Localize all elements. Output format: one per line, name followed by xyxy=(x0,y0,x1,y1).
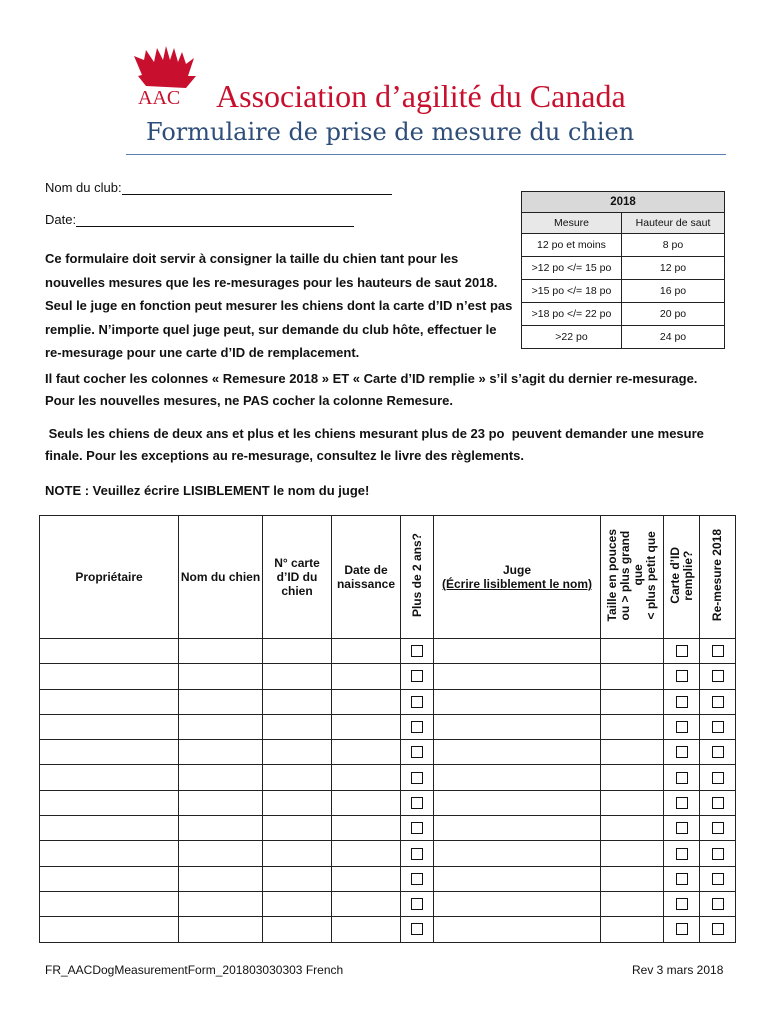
checkbox[interactable] xyxy=(712,797,724,809)
entry-cell[interactable] xyxy=(263,740,332,765)
entry-cell[interactable] xyxy=(601,765,664,790)
checkbox[interactable] xyxy=(676,923,688,935)
checkbox[interactable] xyxy=(411,670,423,682)
entry-cell[interactable] xyxy=(601,639,664,664)
entry-cell[interactable] xyxy=(179,689,263,714)
entry-cell[interactable] xyxy=(40,816,179,841)
checkbox-cell[interactable] xyxy=(700,740,736,765)
entry-cell[interactable] xyxy=(40,765,179,790)
club-field[interactable] xyxy=(45,180,392,195)
entry-cell[interactable] xyxy=(601,689,664,714)
table-row xyxy=(40,639,736,664)
entry-cell[interactable] xyxy=(434,714,601,739)
height-table-row xyxy=(522,234,725,257)
date-label: Date: xyxy=(45,212,77,227)
footer-revision: Rev 3 mars 2018 xyxy=(632,963,724,977)
checkbox-cell[interactable] xyxy=(401,917,434,942)
checkbox[interactable] xyxy=(411,772,423,784)
entry-cell[interactable] xyxy=(332,891,401,916)
checkbox-cell[interactable] xyxy=(401,639,434,664)
size-header xyxy=(601,516,664,639)
measure-cell: 12 po et moins xyxy=(522,234,622,257)
intro-paragraph xyxy=(45,247,525,365)
checkbox-cell[interactable] xyxy=(664,790,700,815)
jump-height-cell: 20 po xyxy=(622,303,725,326)
entry-cell[interactable] xyxy=(263,639,332,664)
checkbox[interactable] xyxy=(676,645,688,657)
checkbox-cell[interactable] xyxy=(700,790,736,815)
entry-cell[interactable] xyxy=(179,639,263,664)
jump-height-cell: 12 po xyxy=(622,257,725,280)
checkbox-cell[interactable] xyxy=(664,689,700,714)
note-line: Seuls les chiens de deux ans et plus et les chiens mesurant plus de 23 po peuvent demander une mesure xyxy=(45,426,704,441)
table-row xyxy=(40,917,736,942)
checkbox-cell[interactable] xyxy=(401,816,434,841)
entry-cell[interactable] xyxy=(263,891,332,916)
card-filled-header xyxy=(664,516,700,639)
entry-cell[interactable] xyxy=(601,740,664,765)
entry-cell[interactable] xyxy=(434,790,601,815)
entry-cell[interactable] xyxy=(332,639,401,664)
entry-cell[interactable] xyxy=(40,740,179,765)
checkbox-cell[interactable] xyxy=(700,866,736,891)
entry-cell[interactable] xyxy=(434,841,601,866)
table-row xyxy=(40,816,736,841)
entry-cell[interactable] xyxy=(40,664,179,689)
checkbox[interactable] xyxy=(411,873,423,885)
checkbox-cell[interactable] xyxy=(700,816,736,841)
intro-line: Ce formulaire doit servir à consigner la taille du chien tant pour les xyxy=(45,251,459,266)
entry-cell[interactable] xyxy=(601,891,664,916)
title-divider xyxy=(126,154,726,155)
height-table-row xyxy=(522,303,725,326)
height-table-row xyxy=(522,257,725,280)
entry-cell[interactable] xyxy=(263,765,332,790)
measure-cell: >22 po xyxy=(522,326,622,349)
entry-cell[interactable] xyxy=(434,866,601,891)
checkbox[interactable] xyxy=(712,848,724,860)
checkbox[interactable] xyxy=(676,721,688,733)
jump-height-cell: 16 po xyxy=(622,280,725,303)
entry-cell[interactable] xyxy=(40,790,179,815)
entry-cell[interactable] xyxy=(601,841,664,866)
header-line: (Écrire lisiblement le nom) xyxy=(441,577,593,591)
table-row xyxy=(40,891,736,916)
entry-cell[interactable] xyxy=(434,891,601,916)
entry-cell[interactable] xyxy=(332,714,401,739)
entry-cell[interactable] xyxy=(40,714,179,739)
checkbox-cell[interactable] xyxy=(401,765,434,790)
checkbox[interactable] xyxy=(676,898,688,910)
birth-date-header xyxy=(332,516,401,639)
checkbox[interactable] xyxy=(712,645,724,657)
checkbox-cell[interactable] xyxy=(401,689,434,714)
header-line: ou > plus grand xyxy=(618,530,632,621)
header-line: Re-mesure 2018 xyxy=(710,529,724,622)
checkbox-cell[interactable] xyxy=(664,714,700,739)
checkbox[interactable] xyxy=(712,670,724,682)
remeasure-note xyxy=(45,368,697,412)
entry-cell[interactable] xyxy=(179,891,263,916)
entry-cell[interactable] xyxy=(434,689,601,714)
note-line: Pour les nouvelles mesures, ne PAS cocher la colonne Remesure. xyxy=(45,393,453,408)
checkbox-cell[interactable] xyxy=(401,740,434,765)
checkbox-cell[interactable] xyxy=(700,639,736,664)
organization-name: Association d’agilité du Canada xyxy=(216,78,626,114)
entry-cell[interactable] xyxy=(179,841,263,866)
remeasure-header xyxy=(700,516,736,639)
age-note xyxy=(45,423,704,467)
measure-cell: >18 po </= 22 po xyxy=(522,303,622,326)
table-row xyxy=(40,866,736,891)
header-line: que xyxy=(631,564,645,587)
table-row xyxy=(40,740,736,765)
form-title: Formulaire de prise de mesure du chien xyxy=(146,118,635,146)
entry-cell[interactable] xyxy=(332,664,401,689)
header-line: d’ID du xyxy=(276,570,318,584)
header-line: < plus petit que xyxy=(644,531,658,620)
checkbox[interactable] xyxy=(676,797,688,809)
table-row xyxy=(40,714,736,739)
checkbox[interactable] xyxy=(712,873,724,885)
checkbox[interactable] xyxy=(712,923,724,935)
entry-cell[interactable] xyxy=(601,664,664,689)
checkbox-cell[interactable] xyxy=(700,689,736,714)
checkbox-cell[interactable] xyxy=(664,740,700,765)
entry-cell[interactable] xyxy=(434,917,601,942)
height-table-header: Mesure xyxy=(522,213,622,234)
header-line: chien xyxy=(281,584,313,598)
checkbox-cell[interactable] xyxy=(700,714,736,739)
checkbox-cell[interactable] xyxy=(664,891,700,916)
entry-cell[interactable] xyxy=(263,866,332,891)
header-line: remplie? xyxy=(680,550,695,601)
checkbox[interactable] xyxy=(411,721,423,733)
checkbox[interactable] xyxy=(411,746,423,758)
card-filled-header-text xyxy=(669,547,695,604)
note-line: Il faut cocher les colonnes « Remesure 2018 » ET « Carte d’ID remplie » s’il s’agit du dernier re-mesurage. xyxy=(45,371,698,386)
entry-cell[interactable] xyxy=(179,664,263,689)
checkbox[interactable] xyxy=(712,746,724,758)
entry-cell[interactable] xyxy=(263,841,332,866)
checkbox[interactable] xyxy=(411,797,423,809)
aac-logo xyxy=(116,46,212,116)
checkbox-cell[interactable] xyxy=(700,891,736,916)
entry-cell[interactable] xyxy=(601,790,664,815)
measure-cell: >15 po </= 18 po xyxy=(522,280,622,303)
intro-line: nouvelles mesures que les re-mesurages pour les hauteurs de saut 2018. xyxy=(45,274,498,290)
maple-leaf-icon xyxy=(134,46,196,88)
entry-cell[interactable] xyxy=(179,866,263,891)
measure-cell: >12 po </= 15 po xyxy=(522,257,622,280)
card-number-header xyxy=(263,516,332,639)
checkbox[interactable] xyxy=(712,696,724,708)
over-two-header xyxy=(401,516,434,639)
jump-height-table xyxy=(521,191,725,349)
measurement-table xyxy=(39,515,736,943)
checkbox[interactable] xyxy=(676,746,688,758)
checkbox-cell[interactable] xyxy=(401,841,434,866)
checkbox[interactable] xyxy=(676,848,688,860)
header-line: N° carte xyxy=(274,556,320,570)
table-row xyxy=(40,765,736,790)
entry-cell[interactable] xyxy=(263,664,332,689)
logo-text: AAC xyxy=(138,87,181,109)
entry-cell[interactable] xyxy=(434,765,601,790)
checkbox-cell[interactable] xyxy=(664,917,700,942)
entry-cell[interactable] xyxy=(434,816,601,841)
entry-cell[interactable] xyxy=(332,866,401,891)
date-input-line[interactable] xyxy=(76,214,354,227)
checkbox-cell[interactable] xyxy=(401,866,434,891)
checkbox-cell[interactable] xyxy=(401,891,434,916)
checkbox-cell[interactable] xyxy=(664,866,700,891)
judge-note: NOTE : Veuillez écrire LISIBLEMENT le nom du juge! xyxy=(45,483,370,498)
checkbox[interactable] xyxy=(411,923,423,935)
intro-line: re-mesurage pour une carte d’ID de remplacement. xyxy=(45,345,360,360)
entry-cell[interactable] xyxy=(332,917,401,942)
entry-cell[interactable] xyxy=(179,740,263,765)
entry-cell[interactable] xyxy=(263,816,332,841)
entry-cell[interactable] xyxy=(601,714,664,739)
checkbox-cell[interactable] xyxy=(401,714,434,739)
table-row xyxy=(40,664,736,689)
size-header-text xyxy=(606,529,658,621)
checkbox[interactable] xyxy=(676,873,688,885)
date-field[interactable] xyxy=(45,212,354,227)
entry-cell[interactable] xyxy=(332,765,401,790)
checkbox-cell[interactable] xyxy=(700,841,736,866)
entry-cell[interactable] xyxy=(601,866,664,891)
checkbox-cell[interactable] xyxy=(664,816,700,841)
entry-cell[interactable] xyxy=(179,917,263,942)
intro-line: remplie. N’importe quel juge peut, sur demande du club hôte, effectuer le xyxy=(45,321,497,337)
height-table-row xyxy=(522,280,725,303)
checkbox[interactable] xyxy=(712,721,724,733)
entry-cell[interactable] xyxy=(40,841,179,866)
intro-line: Seul le juge en fonction peut mesurer les chiens dont la carte d’ID n’est pas xyxy=(45,298,513,313)
entry-cell[interactable] xyxy=(263,714,332,739)
note-line: finale. Pour les exceptions au re-mesurage, consultez le livre des règlements. xyxy=(45,448,525,463)
entry-cell[interactable] xyxy=(263,689,332,714)
footer-file-name: FR_AACDogMeasurementForm_201803030303 French xyxy=(45,963,344,977)
entry-cell[interactable] xyxy=(40,891,179,916)
dog-name-header: Nom du chien xyxy=(179,516,263,639)
height-table-header: Hauteur de saut xyxy=(622,213,725,234)
header-line: Carte d’ID xyxy=(667,547,682,604)
table-row xyxy=(40,689,736,714)
table-row xyxy=(40,790,736,815)
table-body xyxy=(40,639,736,943)
entry-cell[interactable] xyxy=(179,816,263,841)
entry-cell[interactable] xyxy=(332,790,401,815)
checkbox[interactable] xyxy=(712,822,724,834)
entry-cell[interactable] xyxy=(40,639,179,664)
header-line: Juge xyxy=(502,563,531,577)
table-header-row xyxy=(40,516,736,639)
entry-cell[interactable] xyxy=(601,816,664,841)
checkbox[interactable] xyxy=(411,645,423,657)
header-line: Plus de 2 ans? xyxy=(409,533,424,618)
checkbox-cell[interactable] xyxy=(401,664,434,689)
header-line: naissance xyxy=(336,577,396,591)
entry-cell[interactable] xyxy=(332,689,401,714)
checkbox[interactable] xyxy=(411,848,423,860)
entry-cell[interactable] xyxy=(434,740,601,765)
entry-cell[interactable] xyxy=(332,740,401,765)
checkbox-cell[interactable] xyxy=(401,790,434,815)
entry-cell[interactable] xyxy=(40,689,179,714)
checkbox-cell[interactable] xyxy=(700,664,736,689)
table-row xyxy=(40,841,736,866)
checkbox[interactable] xyxy=(411,822,423,834)
entry-cell[interactable] xyxy=(179,790,263,815)
checkbox[interactable] xyxy=(411,696,423,708)
checkbox-cell[interactable] xyxy=(664,765,700,790)
club-label: Nom du club: xyxy=(45,180,122,195)
jump-height-cell: 8 po xyxy=(622,234,725,257)
header-line: Taille en pouces xyxy=(605,529,619,622)
entry-cell[interactable] xyxy=(601,917,664,942)
entry-cell[interactable] xyxy=(263,917,332,942)
entry-cell[interactable] xyxy=(40,866,179,891)
checkbox[interactable] xyxy=(411,898,423,910)
height-table-year: 2018 xyxy=(522,192,725,213)
entry-cell[interactable] xyxy=(179,714,263,739)
checkbox[interactable] xyxy=(676,822,688,834)
entry-cell[interactable] xyxy=(332,816,401,841)
owner-header: Propriétaire xyxy=(40,516,179,639)
checkbox[interactable] xyxy=(712,772,724,784)
checkbox[interactable] xyxy=(676,670,688,682)
entry-cell[interactable] xyxy=(40,917,179,942)
judge-header xyxy=(434,516,601,639)
jump-height-cell: 24 po xyxy=(622,326,725,349)
checkbox-cell[interactable] xyxy=(664,639,700,664)
entry-cell[interactable] xyxy=(434,639,601,664)
checkbox-cell[interactable] xyxy=(700,765,736,790)
entry-cell[interactable] xyxy=(179,765,263,790)
checkbox[interactable] xyxy=(712,898,724,910)
entry-cell[interactable] xyxy=(434,664,601,689)
header-line: Date de xyxy=(344,563,388,577)
checkbox[interactable] xyxy=(676,696,688,708)
club-input-line[interactable] xyxy=(122,182,392,195)
checkbox-cell[interactable] xyxy=(664,664,700,689)
entry-cell[interactable] xyxy=(332,841,401,866)
checkbox-cell[interactable] xyxy=(664,841,700,866)
height-table-row xyxy=(522,326,725,349)
checkbox-cell[interactable] xyxy=(700,917,736,942)
entry-cell[interactable] xyxy=(263,790,332,815)
checkbox[interactable] xyxy=(676,772,688,784)
